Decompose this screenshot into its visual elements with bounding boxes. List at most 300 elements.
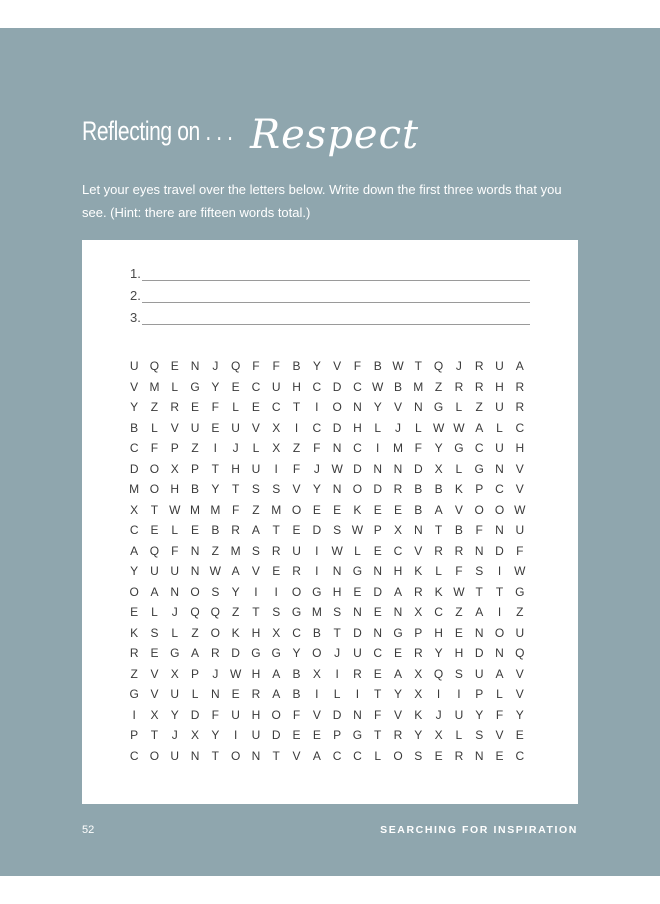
grid-letter[interactable]: O xyxy=(291,502,302,517)
grid-letter[interactable]: B xyxy=(394,379,403,394)
grid-letter[interactable]: U xyxy=(129,359,139,373)
grid-letter[interactable]: D xyxy=(474,646,484,660)
grid-letter[interactable]: L xyxy=(496,420,503,435)
grid-letter[interactable]: L xyxy=(252,441,260,455)
grid-letter[interactable]: B xyxy=(130,420,139,435)
grid-letter[interactable]: F xyxy=(292,707,301,722)
grid-letter[interactable]: J xyxy=(395,420,401,435)
grid-letter[interactable]: W xyxy=(229,666,242,681)
grid-letter[interactable]: F xyxy=(516,543,524,558)
grid-letter[interactable]: O xyxy=(393,748,403,763)
grid-letter[interactable]: W xyxy=(372,379,384,394)
grid-letter[interactable]: L xyxy=(455,728,463,742)
grid-letter[interactable]: E xyxy=(515,728,524,742)
grid-letter[interactable]: E xyxy=(434,748,443,763)
grid-letter[interactable]: H xyxy=(251,707,261,722)
grid-letter[interactable]: A xyxy=(130,543,139,558)
grid-letter[interactable]: C xyxy=(434,605,443,619)
grid-letter[interactable]: C xyxy=(332,748,342,763)
grid-letter[interactable]: L xyxy=(455,400,463,414)
grid-letter[interactable]: T xyxy=(231,482,240,496)
grid-letter[interactable]: U xyxy=(515,523,525,537)
grid-letter[interactable]: N xyxy=(332,482,342,496)
grid-letter[interactable]: Q xyxy=(149,359,160,373)
grid-letter[interactable]: J xyxy=(435,707,442,722)
grid-letter[interactable]: P xyxy=(130,728,139,742)
grid-letter[interactable]: U xyxy=(495,441,504,455)
grid-letter[interactable]: I xyxy=(213,441,217,455)
grid-letter[interactable]: R xyxy=(413,646,423,660)
grid-letter[interactable]: T xyxy=(475,584,483,599)
grid-letter[interactable]: D xyxy=(332,379,342,394)
grid-letter[interactable]: G xyxy=(433,400,444,414)
grid-letter[interactable]: Y xyxy=(434,441,443,455)
grid-letter[interactable]: U xyxy=(495,359,504,373)
grid-letter[interactable]: U xyxy=(292,543,301,558)
grid-letter[interactable]: V xyxy=(150,666,159,681)
grid-letter[interactable]: U xyxy=(271,379,281,394)
grid-letter[interactable]: X xyxy=(312,666,321,681)
grid-letter[interactable]: N xyxy=(190,748,200,763)
grid-letter[interactable]: O xyxy=(332,400,342,414)
grid-letter[interactable]: X xyxy=(191,728,200,742)
grid-letter[interactable]: Y xyxy=(312,359,321,373)
grid-letter[interactable]: J xyxy=(212,666,219,681)
grid-letter[interactable]: T xyxy=(211,461,219,476)
grid-letter[interactable]: X xyxy=(272,420,281,435)
grid-letter[interactable]: E xyxy=(454,625,463,640)
grid-letter[interactable]: G xyxy=(291,605,302,619)
grid-letter[interactable]: I xyxy=(497,564,502,578)
grid-letter[interactable]: J xyxy=(232,441,239,455)
grid-letter[interactable]: O xyxy=(129,584,139,599)
grid-letter[interactable]: N xyxy=(495,646,504,660)
grid-letter[interactable]: H xyxy=(495,379,504,394)
grid-letter[interactable]: T xyxy=(292,400,301,414)
grid-letter[interactable]: V xyxy=(495,728,504,742)
grid-letter[interactable]: O xyxy=(352,482,363,496)
grid-letter[interactable]: Z xyxy=(455,605,463,619)
grid-letter[interactable]: Q xyxy=(210,605,220,619)
grid-letter[interactable]: I xyxy=(315,687,319,701)
grid-letter[interactable]: C xyxy=(474,441,484,455)
grid-letter[interactable]: A xyxy=(495,666,504,681)
grid-letter[interactable]: F xyxy=(414,441,422,455)
grid-letter[interactable]: N xyxy=(474,543,484,558)
grid-letter[interactable]: F xyxy=(211,707,219,722)
grid-letter[interactable]: O xyxy=(494,502,505,517)
grid-letter[interactable]: Y xyxy=(414,728,423,742)
grid-letter[interactable]: R xyxy=(393,482,403,496)
grid-letter[interactable]: B xyxy=(434,482,443,496)
grid-letter[interactable]: H xyxy=(515,441,525,455)
grid-letter[interactable]: J xyxy=(171,728,178,742)
grid-letter[interactable]: J xyxy=(455,359,462,373)
grid-letter[interactable]: A xyxy=(272,666,281,681)
grid-letter[interactable]: D xyxy=(332,420,342,435)
grid-letter[interactable]: Q xyxy=(190,605,200,619)
grid-letter[interactable]: P xyxy=(191,666,200,681)
grid-letter[interactable]: L xyxy=(333,687,341,701)
grid-letter[interactable]: G xyxy=(312,584,322,599)
grid-letter[interactable]: D xyxy=(271,728,281,742)
grid-letter[interactable]: Z xyxy=(191,441,199,455)
grid-letter[interactable]: Z xyxy=(231,605,240,619)
grid-letter[interactable]: D xyxy=(353,461,362,476)
grid-letter[interactable]: T xyxy=(150,502,159,517)
grid-letter[interactable]: E xyxy=(373,543,382,558)
grid-letter[interactable]: C xyxy=(129,441,139,455)
grid-letter[interactable]: N xyxy=(190,564,200,578)
grid-letter[interactable]: N xyxy=(413,400,423,414)
grid-letter[interactable]: Y xyxy=(211,482,220,496)
grid-letter[interactable]: K xyxy=(454,482,463,496)
grid-letter[interactable]: O xyxy=(271,707,281,722)
grid-letter[interactable]: C xyxy=(515,748,525,763)
grid-letter[interactable]: T xyxy=(272,523,280,537)
grid-letter[interactable]: P xyxy=(191,461,200,476)
grid-letter[interactable]: Y xyxy=(373,400,382,414)
grid-letter[interactable]: N xyxy=(474,748,484,763)
grid-letter[interactable]: V xyxy=(414,543,423,558)
grid-letter[interactable]: H xyxy=(332,584,342,599)
grid-letter[interactable]: N xyxy=(393,461,403,476)
grid-letter[interactable]: F xyxy=(171,543,179,558)
grid-letter[interactable]: O xyxy=(190,584,200,599)
grid-letter[interactable]: X xyxy=(150,707,159,722)
grid-letter[interactable]: C xyxy=(393,543,403,558)
grid-letter[interactable]: V xyxy=(251,564,260,578)
grid-letter[interactable]: H xyxy=(251,625,261,640)
grid-letter[interactable]: F xyxy=(211,400,219,414)
grid-letter[interactable]: R xyxy=(454,748,464,763)
grid-letter[interactable]: N xyxy=(170,584,180,599)
grid-letter[interactable]: M xyxy=(271,502,282,517)
grid-letter[interactable]: I xyxy=(315,564,319,578)
grid-letter[interactable]: Y xyxy=(312,482,321,496)
grid-letter[interactable]: N xyxy=(211,687,220,701)
grid-letter[interactable]: X xyxy=(434,461,443,476)
grid-letter[interactable]: E xyxy=(292,523,301,537)
grid-letter[interactable]: G xyxy=(515,584,525,599)
grid-letter[interactable]: G xyxy=(251,646,261,660)
grid-letter[interactable]: D xyxy=(373,584,383,599)
grid-letter[interactable]: P xyxy=(333,728,342,742)
grid-letter[interactable]: J xyxy=(313,461,320,476)
grid-letter[interactable]: N xyxy=(413,523,423,537)
grid-letter[interactable]: E xyxy=(231,379,240,394)
grid-letter[interactable]: S xyxy=(251,543,260,558)
grid-letter[interactable]: K xyxy=(130,625,139,640)
grid-letter[interactable]: M xyxy=(311,605,322,619)
grid-letter[interactable]: K xyxy=(434,584,443,599)
grid-letter[interactable]: I xyxy=(315,543,319,558)
grid-letter[interactable]: S xyxy=(272,605,281,619)
grid-letter[interactable]: K xyxy=(231,625,240,640)
grid-letter[interactable]: L xyxy=(171,379,179,394)
grid-letter[interactable]: W xyxy=(209,564,221,578)
grid-letter[interactable]: P xyxy=(475,482,484,496)
grid-letter[interactable]: V xyxy=(515,687,524,701)
grid-letter[interactable]: T xyxy=(374,687,382,701)
grid-letter[interactable]: P xyxy=(414,625,423,640)
grid-letter[interactable]: V xyxy=(130,379,139,394)
grid-letter[interactable]: I xyxy=(436,687,441,701)
grid-letter[interactable]: C xyxy=(312,379,322,394)
grid-letter[interactable]: I xyxy=(335,666,339,681)
grid-letter[interactable]: H xyxy=(434,625,443,640)
grid-letter[interactable]: C xyxy=(251,379,261,394)
grid-letter[interactable]: E xyxy=(251,400,260,414)
grid-letter[interactable]: G xyxy=(454,441,464,455)
grid-letter[interactable]: N xyxy=(353,707,362,722)
grid-letter[interactable]: I xyxy=(376,441,380,455)
grid-letter[interactable]: T xyxy=(434,523,443,537)
grid-letter[interactable]: T xyxy=(495,584,504,599)
grid-letter[interactable]: U xyxy=(150,564,159,578)
grid-letter[interactable]: K xyxy=(414,707,423,722)
grid-letter[interactable]: X xyxy=(272,625,281,640)
grid-letter[interactable]: S xyxy=(211,584,220,599)
grid-letter[interactable]: U xyxy=(190,420,200,435)
answer-line-3[interactable] xyxy=(130,310,530,332)
grid-letter[interactable]: L xyxy=(354,543,361,558)
grid-letter[interactable]: L xyxy=(171,523,179,537)
grid-letter[interactable]: D xyxy=(231,646,240,660)
grid-letter[interactable]: S xyxy=(333,605,342,619)
grid-letter[interactable]: V xyxy=(454,502,463,517)
grid-letter[interactable]: Y xyxy=(130,400,139,414)
grid-letter[interactable]: O xyxy=(149,748,160,763)
grid-letter[interactable]: F xyxy=(272,359,280,373)
grid-letter[interactable]: L xyxy=(191,687,199,701)
grid-letter[interactable]: T xyxy=(374,728,382,742)
grid-letter[interactable]: A xyxy=(191,646,200,660)
grid-letter[interactable]: E xyxy=(170,359,179,373)
grid-letter[interactable]: Q xyxy=(149,543,160,558)
grid-letter[interactable]: I xyxy=(132,707,136,722)
grid-letter[interactable]: C xyxy=(292,625,301,640)
grid-letter[interactable]: R xyxy=(474,379,484,394)
grid-letter[interactable]: P xyxy=(170,441,179,455)
grid-letter[interactable]: T xyxy=(252,605,260,619)
grid-letter[interactable]: R xyxy=(454,543,464,558)
grid-letter[interactable]: R xyxy=(211,646,220,660)
grid-letter[interactable]: L xyxy=(455,461,463,476)
grid-letter[interactable]: L xyxy=(151,420,158,435)
grid-letter[interactable]: I xyxy=(355,687,360,701)
grid-letter[interactable]: L xyxy=(151,605,158,619)
grid-letter[interactable]: Y xyxy=(130,564,139,578)
grid-letter[interactable]: Z xyxy=(516,605,524,619)
grid-letter[interactable]: X xyxy=(434,728,443,742)
grid-letter[interactable]: L xyxy=(374,420,382,435)
grid-letter[interactable]: V xyxy=(394,707,403,722)
grid-letter[interactable]: W xyxy=(392,359,404,373)
grid-letter[interactable]: C xyxy=(353,748,362,763)
grid-letter[interactable]: R xyxy=(251,687,261,701)
grid-letter[interactable]: X xyxy=(414,687,423,701)
grid-letter[interactable]: M xyxy=(129,482,140,496)
grid-letter[interactable]: B xyxy=(312,625,321,640)
grid-letter[interactable]: U xyxy=(474,666,484,681)
grid-letter[interactable]: B xyxy=(454,523,463,537)
grid-letter[interactable]: D xyxy=(353,625,362,640)
grid-letter[interactable]: S xyxy=(333,523,342,537)
grid-letter[interactable]: Z xyxy=(211,543,219,558)
grid-letter[interactable]: R xyxy=(170,400,180,414)
grid-letter[interactable]: A xyxy=(150,584,159,599)
grid-letter[interactable]: V xyxy=(292,748,301,763)
grid-letter[interactable]: D xyxy=(373,482,383,496)
grid-letter[interactable]: X xyxy=(272,441,281,455)
grid-letter[interactable]: I xyxy=(457,687,461,701)
grid-letter[interactable]: O xyxy=(474,502,484,517)
grid-letter[interactable]: S xyxy=(475,728,484,742)
grid-letter[interactable]: R xyxy=(353,666,362,681)
grid-letter[interactable]: C xyxy=(353,441,362,455)
grid-letter[interactable]: Y xyxy=(211,728,220,742)
grid-letter[interactable]: E xyxy=(231,687,240,701)
grid-letter[interactable]: I xyxy=(315,400,319,414)
grid-letter[interactable]: Y xyxy=(394,687,403,701)
grid-letter[interactable]: W xyxy=(453,584,465,599)
grid-letter[interactable]: T xyxy=(333,625,341,640)
grid-letter[interactable]: Y xyxy=(434,646,443,660)
grid-letter[interactable]: H xyxy=(454,646,464,660)
grid-letter[interactable]: Y xyxy=(231,584,240,599)
grid-letter[interactable]: F xyxy=(292,461,301,476)
grid-letter[interactable]: S xyxy=(150,625,159,640)
answer-line-2[interactable] xyxy=(130,288,530,310)
grid-letter[interactable]: L xyxy=(374,748,382,763)
grid-letter[interactable]: C xyxy=(271,400,281,414)
grid-letter[interactable]: M xyxy=(210,502,221,517)
grid-letter[interactable]: B xyxy=(292,687,301,701)
grid-letter[interactable]: N xyxy=(251,748,261,763)
grid-letter[interactable]: M xyxy=(413,379,424,394)
grid-letter[interactable]: B xyxy=(414,502,423,517)
grid-letter[interactable]: E xyxy=(211,420,220,435)
grid-letter[interactable]: S xyxy=(475,564,484,578)
grid-letter[interactable]: R xyxy=(454,379,464,394)
grid-letter[interactable]: O xyxy=(291,584,302,599)
grid-letter[interactable]: X xyxy=(170,666,179,681)
grid-letter[interactable]: G xyxy=(170,646,180,660)
grid-letter[interactable]: M xyxy=(230,543,241,558)
grid-letter[interactable]: K xyxy=(414,564,423,578)
grid-letter[interactable]: A xyxy=(394,584,403,599)
grid-letter[interactable]: V xyxy=(170,420,179,435)
grid-letter[interactable]: Q xyxy=(515,646,525,660)
grid-letter[interactable]: H xyxy=(292,379,301,394)
grid-letter[interactable]: E xyxy=(373,502,382,517)
grid-letter[interactable]: M xyxy=(393,441,403,455)
grid-letter[interactable]: W xyxy=(514,564,526,578)
grid-letter[interactable]: G xyxy=(271,646,281,660)
grid-letter[interactable]: U xyxy=(454,707,464,722)
grid-letter[interactable]: J xyxy=(212,359,219,373)
grid-letter[interactable]: G xyxy=(352,564,363,578)
grid-letter[interactable]: Y xyxy=(475,707,484,722)
grid-letter[interactable]: E xyxy=(353,584,362,599)
grid-letter[interactable]: O xyxy=(312,646,322,660)
grid-letter[interactable]: V xyxy=(150,687,159,701)
grid-letter[interactable]: R xyxy=(474,359,484,373)
grid-letter[interactable]: E xyxy=(394,646,403,660)
grid-letter[interactable]: W xyxy=(514,502,526,517)
grid-letter[interactable]: A xyxy=(515,359,524,373)
grid-letter[interactable]: N xyxy=(373,461,383,476)
grid-letter[interactable]: A xyxy=(475,605,484,619)
grid-letter[interactable]: S xyxy=(454,666,463,681)
grid-letter[interactable]: V xyxy=(515,482,524,496)
grid-letter[interactable]: E xyxy=(191,523,200,537)
grid-letter[interactable]: N xyxy=(373,625,383,640)
grid-letter[interactable]: X xyxy=(414,605,423,619)
grid-letter[interactable]: Z xyxy=(252,502,260,517)
grid-letter[interactable]: H xyxy=(251,666,261,681)
grid-letter[interactable]: I xyxy=(294,420,299,435)
grid-letter[interactable]: V xyxy=(292,482,301,496)
grid-letter[interactable]: L xyxy=(171,625,179,640)
grid-letter[interactable]: U xyxy=(231,420,240,435)
grid-letter[interactable]: Y xyxy=(292,646,301,660)
grid-letter[interactable]: D xyxy=(413,461,423,476)
grid-letter[interactable]: D xyxy=(129,461,139,476)
grid-letter[interactable]: W xyxy=(453,420,465,435)
grid-letter[interactable]: O xyxy=(149,461,160,476)
grid-letter[interactable]: N xyxy=(332,564,342,578)
grid-letter[interactable]: G xyxy=(393,625,403,640)
grid-letter[interactable]: U xyxy=(170,748,180,763)
grid-letter[interactable]: T xyxy=(272,748,280,763)
grid-letter[interactable]: F xyxy=(475,523,483,537)
grid-letter[interactable]: T xyxy=(414,359,422,373)
grid-letter[interactable]: U xyxy=(495,400,504,414)
grid-letter[interactable]: H xyxy=(353,420,362,435)
grid-letter[interactable]: O xyxy=(494,625,505,640)
grid-letter[interactable]: B xyxy=(414,482,423,496)
grid-letter[interactable]: Z xyxy=(130,666,138,681)
grid-letter[interactable]: D xyxy=(495,543,504,558)
grid-letter[interactable]: J xyxy=(334,646,341,660)
grid-letter[interactable]: U xyxy=(170,564,180,578)
grid-letter[interactable]: A xyxy=(475,420,484,435)
grid-letter[interactable]: E xyxy=(272,564,281,578)
grid-letter[interactable]: Y xyxy=(170,707,179,722)
grid-letter[interactable]: A xyxy=(272,687,281,701)
grid-letter[interactable]: X xyxy=(394,523,403,537)
grid-letter[interactable]: V xyxy=(251,420,260,435)
grid-letter[interactable]: N xyxy=(495,461,504,476)
grid-letter[interactable]: F xyxy=(374,707,382,722)
grid-letter[interactable]: E xyxy=(130,605,139,619)
grid-letter[interactable]: W xyxy=(169,502,181,517)
grid-letter[interactable]: Y xyxy=(211,379,220,394)
grid-letter[interactable]: C xyxy=(129,748,139,763)
grid-letter[interactable]: L xyxy=(496,687,503,701)
grid-letter[interactable]: N xyxy=(190,543,200,558)
grid-letter[interactable]: A xyxy=(312,748,321,763)
grid-letter[interactable]: F xyxy=(313,441,321,455)
grid-letter[interactable]: U xyxy=(251,461,261,476)
grid-letter[interactable]: C xyxy=(129,523,139,537)
grid-letter[interactable]: Q xyxy=(433,359,444,373)
answer-line-1[interactable] xyxy=(130,266,530,288)
grid-letter[interactable]: E xyxy=(191,400,200,414)
grid-letter[interactable]: R xyxy=(413,584,423,599)
